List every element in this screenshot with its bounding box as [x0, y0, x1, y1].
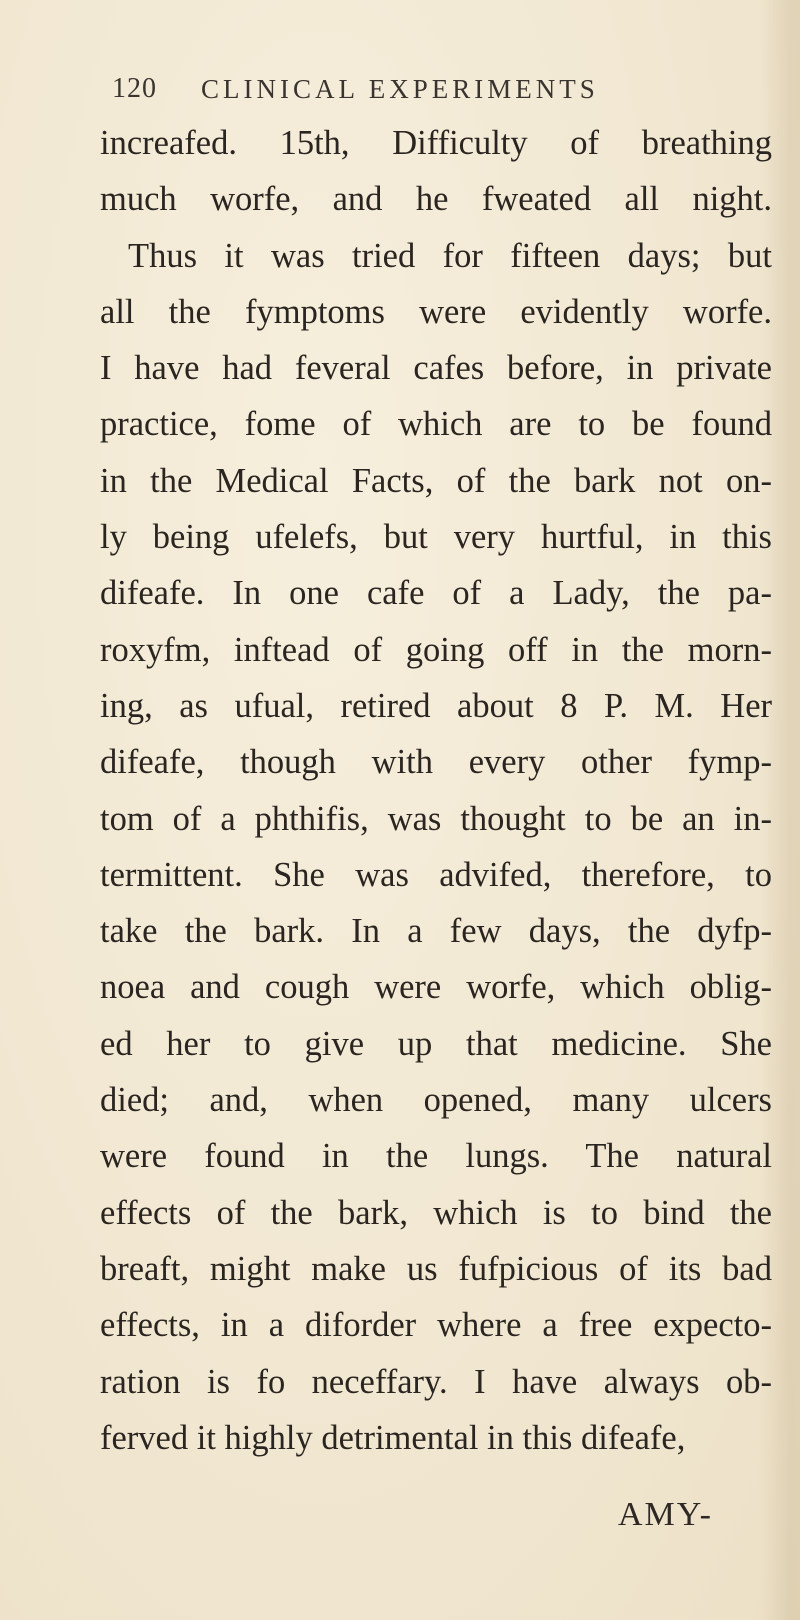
page-header [112, 72, 752, 106]
running-head: CLINICAL EXPERIMENTS [201, 73, 599, 104]
text-line: ly being ufelefs, but very hurtful, in this [100, 518, 772, 557]
text-line: effects of the bark, which is to bind the [100, 1193, 772, 1232]
text-line: difeafe, though with every other fymp- [100, 743, 772, 782]
text-line: tom of a phthifis, was thought to be an in- [100, 799, 772, 838]
text-line: increafed. 15th, Difficulty of breathing [100, 124, 772, 162]
catchword: AMY- [618, 1496, 713, 1533]
text-line: died; and, when opened, many ulcers [100, 1081, 772, 1120]
text-line: roxyfm, inftead of going off in the morn- [100, 630, 772, 669]
text-line: much worfe, and he fweated all night. [100, 180, 772, 219]
text-line: ed her to give up that medicine. She [100, 1024, 772, 1063]
text-line: ration is fo neceffary. I have always ob- [100, 1362, 772, 1401]
text-line: I have had feveral cafes before, in private [100, 349, 772, 388]
text-line: were found in the lungs. The natural [100, 1137, 772, 1176]
text-line: in the Medical Facts, of the bark not on- [100, 461, 772, 500]
text-line: take the bark. In a few days, the dyfp- [100, 912, 772, 951]
text-line: ing, as ufual, retired about 8 P. M. Her [100, 686, 772, 725]
text-line: ferved it highly detrimental in this difeafe, [100, 1418, 686, 1457]
text-line: all the fymptoms were evidently worfe. [100, 292, 772, 331]
text-line: termittent. She was advifed, therefore, to [100, 855, 772, 894]
text-line: noea and cough were worfe, which oblig- [100, 968, 772, 1007]
text-line: practice, fome of which are to be found [100, 405, 772, 444]
text-line: difeafe. In one cafe of a Lady, the pa- [100, 574, 772, 613]
text-line: breaft, might make us fufpicious of its bad [100, 1249, 772, 1288]
text-line: Thus it was tried for fifteen days; but [128, 236, 772, 275]
text-line: effects, in a diforder where a free expecto- [100, 1306, 772, 1345]
page-number: 120 [112, 73, 157, 104]
body-text [100, 115, 772, 1466]
